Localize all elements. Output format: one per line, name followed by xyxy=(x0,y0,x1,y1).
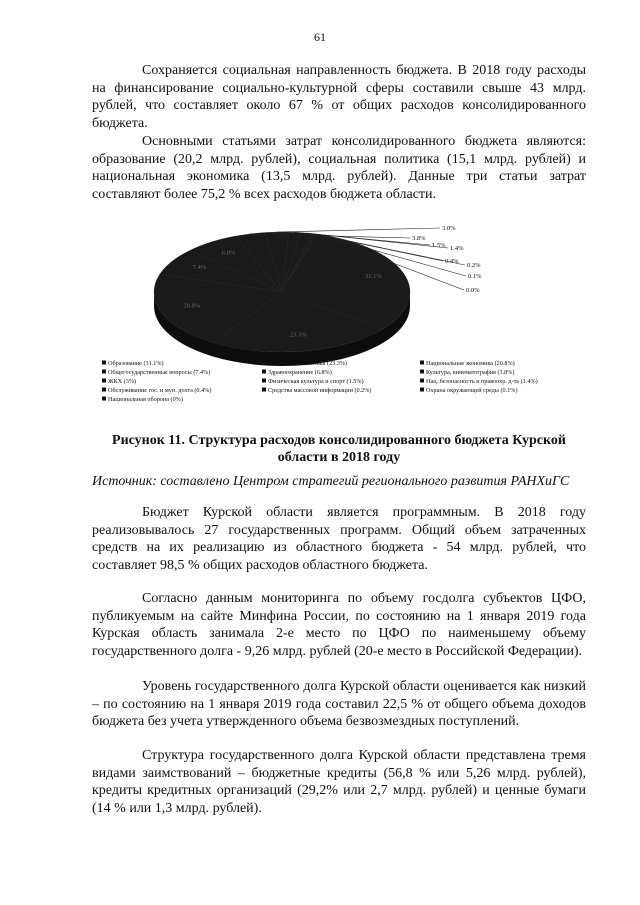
paragraph-main-expenses: Основными статьями затрат консолидированного бюджета являются: образование (20,2 млрд. рублей), социальная политика (15,1 млрд. рублей) и национальная экономика (13,5 млрд. рублей). Данные три статьи затрат составляют более 75,2 % всех расходов бюджета области. xyxy=(92,134,586,202)
legend-entry: Общегосударственные вопросы (7.4%) xyxy=(108,369,211,376)
paragraph-programs: Бюджет Курской области является программным. В 2018 году реализовывалось 27 государственных программ. Общий объем затраченных средств на их реализацию из областного бюджета - 54 млрд. рублей, что составляет 98,5 % общих расходов областного бюджета. xyxy=(92,505,586,573)
pie-data-label: 23.3% xyxy=(289,331,307,339)
pie-data-label: 1.5% xyxy=(432,242,446,249)
pie-data-label: 0.2% xyxy=(467,262,481,269)
paragraph-debt-structure: Структура государственного долга Курской области представлена тремя видами заимствований – бюджетные кредиты (56,8 % или 5,26 млрд. рублей), кредиты кредитных организаций (29,2% или 2,7 млрд. рублей) и ценные бумаги (14 % или 1,3 млрд. рублей). xyxy=(92,748,586,816)
pie-data-label: 31.1% xyxy=(364,273,382,281)
pie-chart xyxy=(90,210,590,425)
figure-source: Источник: составлено Центром стратегий регионального развития РАНХиГС xyxy=(92,474,570,489)
pie-data-label: 1.4% xyxy=(450,245,464,252)
pie-data-label: 7.4% xyxy=(192,264,207,272)
legend-swatch xyxy=(420,388,424,392)
legend-swatch xyxy=(102,370,106,374)
legend-entry: Образование (31.1%) xyxy=(108,360,164,367)
paragraph-social-spending: Сохраняется социальная направленность бюджета. В 2018 году расходы на финансирование социально-культурной сферы составили свыше 43 млрд. рублей, что составляет около 67 % от общих расходов консолидированного бюджета. xyxy=(92,63,586,131)
paragraph-debt-level: Уровень государственного долга Курской области оценивается как низкий – по состоянию на 1 января 2019 года составил 22,5 % от общего объема доходов бюджета без учета утвержденного объема безвозмездных поступлений. xyxy=(92,679,586,730)
legend-swatch xyxy=(102,361,106,365)
pie-data-label: 0.0% xyxy=(466,287,480,294)
legend-entry: Национальная экономика (20.8%) xyxy=(426,360,515,367)
legend-entry: Обслуживание гос. и мун. долга (0.4%) xyxy=(108,387,212,394)
pie-slices xyxy=(154,232,410,366)
legend-entry: Социальная политика (23.3%) xyxy=(268,360,348,367)
legend-entry: ЖКХ (3%) xyxy=(108,378,137,385)
legend-entry: Охрана окружающей среды (0.1%) xyxy=(426,387,518,394)
legend-swatch xyxy=(262,370,266,374)
pie-data-label: 3.8% xyxy=(412,235,426,242)
pie-data-label: 0.4% xyxy=(445,258,459,265)
legend-entry: Средства массовой информации (0.2%) xyxy=(268,387,372,394)
legend-entry: Физическая культура и спорт (1.5%) xyxy=(268,378,364,385)
pie-data-label: 0.1% xyxy=(468,273,482,280)
pie-data-label: 3.0% xyxy=(442,225,456,232)
figure-caption: Рисунок 11. Структура расходов консолидированного бюджета Курской области в 2018 году xyxy=(112,433,566,465)
legend-entry: Национальная оборона (0%) xyxy=(108,396,183,403)
legend-swatch xyxy=(102,388,106,392)
legend-swatch xyxy=(420,379,424,383)
legend-swatch xyxy=(420,361,424,365)
page-number: 61 xyxy=(314,30,326,44)
chart-legend xyxy=(102,360,538,403)
legend-swatch xyxy=(262,388,266,392)
paragraph-debt-rank: Согласно данным мониторинга по объему госдолга субъектов ЦФО, публикуемым на сайте Минфина России, по состоянию на 1 января 2019 года Курская область занимала 2-е место по ЦФО по наименьшему объему государственного долга - 9,26 млрд. рублей (20-е место в Российской Федерации). xyxy=(92,591,586,659)
legend-swatch xyxy=(262,379,266,383)
legend-entry: Здравоохранение (6.8%) xyxy=(268,369,332,376)
pie-data-label: 20.8% xyxy=(183,302,201,310)
legend-entry: Нац. безопасность и правоохр. д-ть (1.4%) xyxy=(426,378,538,385)
legend-swatch xyxy=(102,397,106,401)
pie-leader-line xyxy=(277,228,440,232)
pie-data-label: 6.8% xyxy=(221,249,236,257)
legend-swatch xyxy=(102,379,106,383)
legend-entry: Культура, кинематография (3.8%) xyxy=(426,369,515,376)
legend-swatch xyxy=(262,361,266,365)
legend-swatch xyxy=(420,370,424,374)
